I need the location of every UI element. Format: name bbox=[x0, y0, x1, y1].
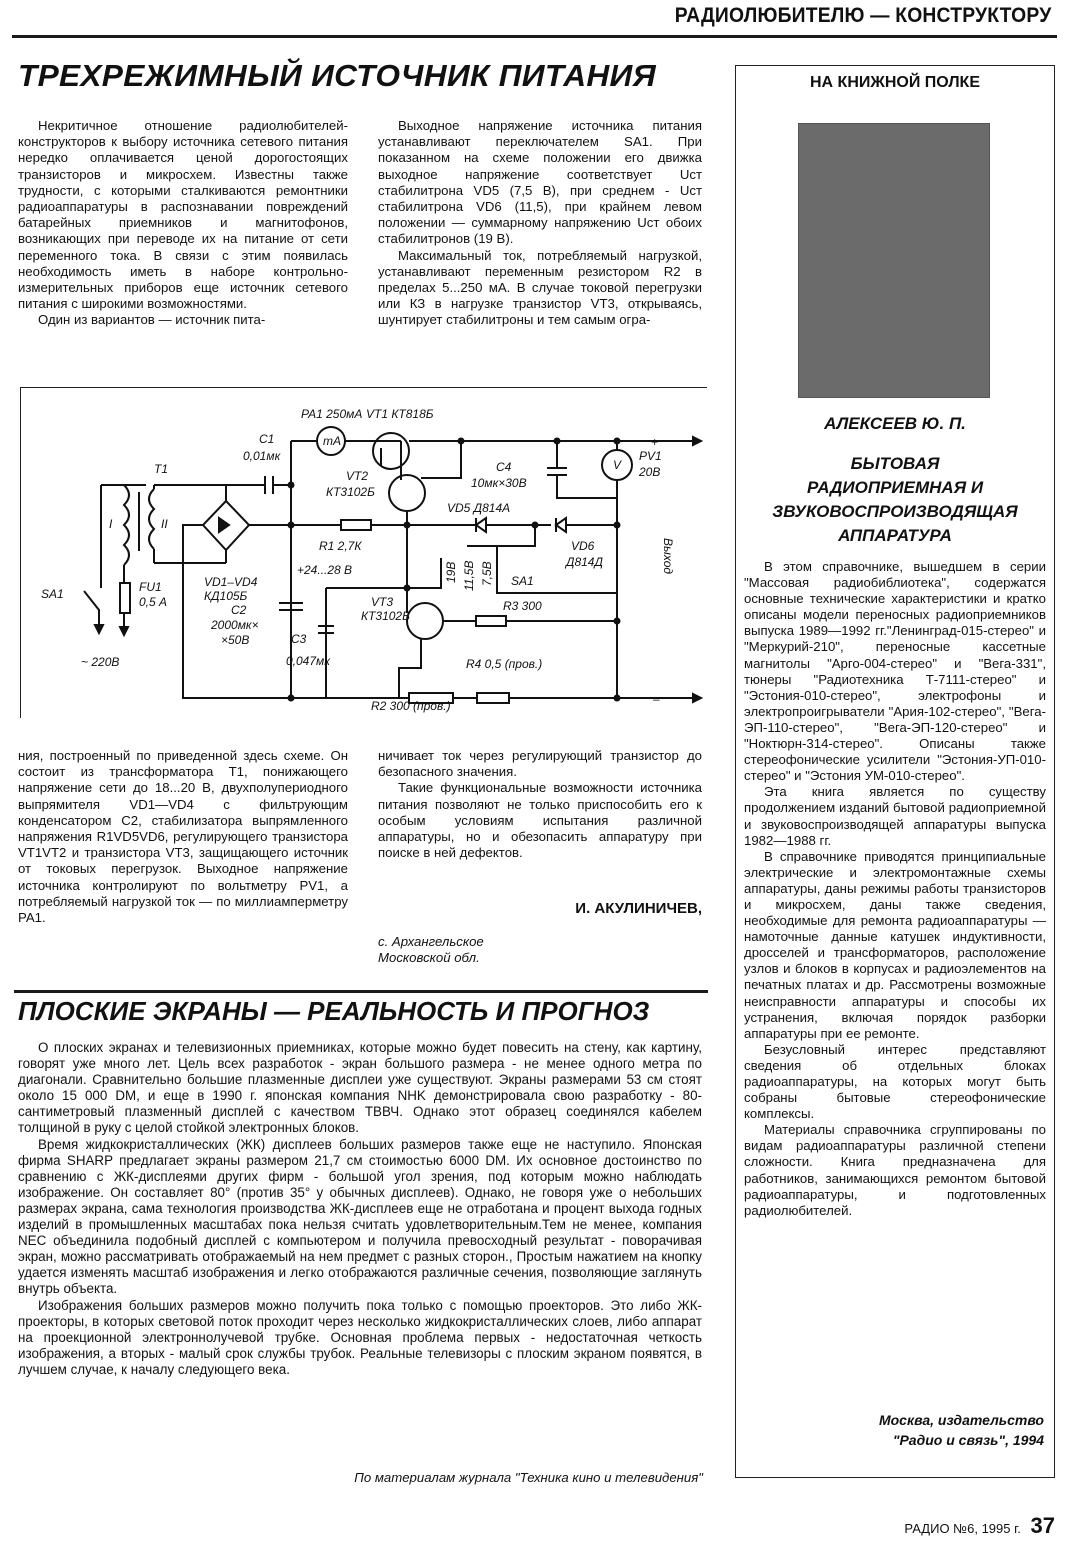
label-pa1: PA1 250мА bbox=[301, 407, 363, 421]
paragraph: Безусловный интерес представляют сведения об отдельных блоках радиоаппаратуры, на которых могут быть собраны бытовые стереофонические комплексы. bbox=[744, 1041, 1046, 1122]
paragraph: Изображения больших размеров можно получить пока только с помощью проекторов. Это либо ЖК-проекторы, в которых световой поток проходит через несколько жидкокристаллических слоев, либо аппарат на проекционной электроннолучевой трубке. Основная проблема первых - недостаточная четкость изображения, а вторых - малый срок службы трубок. Реальные телевизоры с плоским экраном появятся, в лучшем случае, к началу следующего века. bbox=[18, 1297, 702, 1377]
article1-col2-top bbox=[378, 118, 702, 329]
page-footer bbox=[904, 1513, 1055, 1539]
book-title-line: БЫТОВАЯ bbox=[850, 454, 940, 473]
article2-body bbox=[18, 1040, 702, 1378]
issue-label: РАДИО №6, 1995 г. bbox=[904, 1521, 1021, 1536]
label-c2-value2: ×50В bbox=[221, 633, 250, 647]
top-rule-divider bbox=[12, 35, 1057, 38]
section-rubric: РАДИОЛЮБИТЕЛЮ — КОНСТРУКТОРУ bbox=[674, 4, 1051, 27]
article2-source: По материалам журнала "Техника кино и телевидения" bbox=[354, 1470, 703, 1485]
label-pv1: PV1 bbox=[639, 449, 662, 463]
label-vd1-vd4-type: КД105Б bbox=[204, 589, 248, 603]
paragraph: Некритичное отношение радиолюбителей-конструкторов к выбору источника сетевого питания нередко оплачивается ценой дорогостоящих транзисторов и микросхем. Известны также трудности, с которыми сталкиваются ремонтники радиоаппаратуры в распознавании повреждений батарейных приемников и магнитофонов, возникающих при переводе их на питание от сети переменного тока. В связи с этим появилась необходимость иметь в наборе контрольно-измерительных приборов еще источник сетевого питания с широкими возможностями. bbox=[18, 118, 348, 312]
label-c3-value: 0,047мк bbox=[286, 654, 330, 668]
page-number: 37 bbox=[1030, 1513, 1055, 1538]
book-description bbox=[744, 559, 1046, 1219]
label-c3: C3 bbox=[291, 632, 307, 646]
book-title bbox=[736, 452, 1054, 548]
label-vt2: VT2 bbox=[346, 469, 369, 483]
book-review-box bbox=[735, 65, 1055, 1478]
book-title-line: РАДИОПРИЕМНАЯ И bbox=[806, 478, 984, 497]
label-vt1: VT1 КТ818Б bbox=[366, 407, 434, 421]
publisher-line: Москва, издательство bbox=[878, 1412, 1044, 1428]
label-v: V bbox=[613, 458, 622, 472]
label-fu1-value: 0,5 А bbox=[139, 595, 168, 609]
paragraph: ничивает ток через регулирующий транзистор до безопасного значения. bbox=[378, 748, 702, 780]
paragraph: В справочнике приводятся принципиальные электрические и электромонтажные схемы аппаратуры, даны режимы работы транзисторов и микросхем, даны также сведения, необходимые для ремонта радиоаппаратуры — намоточные данные катушек индуктивности, дросселей и трансформаторов, расположение узлов и блоков в корпусах и радиоэлементов на печатных платах и др. Рассмотрены возможные неисправности аппаратуры и способы их устранения, включая порядок разборки аппаратуры при ее ремонте. bbox=[744, 848, 1046, 1041]
paragraph: Такие функциональные возможности источника питания позволяют не только приспособить его к особым условиям испытания различной аппаратуры, но и обезопасить аппаратуру при поиске в ней дефектов. bbox=[378, 780, 702, 861]
book-title-line: ЗВУКОВОСПРОИЗВОДЯЩАЯ bbox=[772, 502, 1018, 521]
book-title-line: АППАРАТУРА bbox=[838, 526, 952, 545]
label-vd5: VD5 Д814А bbox=[447, 501, 511, 515]
label-winding-2: II bbox=[161, 517, 168, 531]
label-r2: R2 300 (пров.) bbox=[371, 699, 451, 713]
label-r4: R4 0,5 (пров.) bbox=[466, 657, 543, 671]
paragraph: Максимальный ток, потребляемый нагрузкой, устанавливают переменным резистором R2 в пределах 5...250 мА. В случае токовой перегрузки или КЗ в нагрузке транзистор VT3, открываясь, шунтирует стабилитроны и тем самым огра- bbox=[378, 247, 702, 328]
label-mains: ~ 220В bbox=[81, 655, 120, 669]
label-r1: R1 2,7К bbox=[319, 539, 362, 553]
paragraph: Материалы справочника сгруппированы по видам радиоаппаратуры различной степени сложности. Книга предназначена для работников, занимающихся ремонтом бытовой радиоаппаратуры, и подготовленных радиолюбителей. bbox=[744, 1122, 1046, 1218]
article1-place-line1: с. Архангельское bbox=[378, 934, 484, 949]
paragraph: О плоских экранах и телевизионных приемниках, которые можно будет повесить на стену, как картину, говорят уже много лет. Цель всех разработок - экран большого размера - не менее одного метра по диагонали. Сравнительно большие плазменные дисплеи уже существуют. Экраны размерами 53 см стоят около 15 000 DM, и еще в 1990 г. японская компания NHK демонстрировала свою разработку - 80-сантиметровый плазменный дисплей с качеством ТВВЧ. Однако этот образец соединялся кабелем толщиной в руку с целой стойкой электронных блоков. bbox=[18, 1040, 702, 1136]
book-section-title: НА КНИЖНОЙ ПОЛКЕ bbox=[810, 74, 980, 91]
article1-col1-bottom bbox=[18, 748, 348, 926]
paragraph: Эта книга является по существу продолжением изданий бытовой радиоприемной и звуковоспроизводящей аппаратуры выпуска 1982—1988 гг. bbox=[744, 784, 1046, 848]
article1-col2-bottom bbox=[378, 748, 702, 861]
label-vd6-type: Д814Д bbox=[566, 555, 603, 569]
label-output-plus: + bbox=[651, 435, 659, 449]
article1-place-line2: Московской обл. bbox=[378, 950, 480, 965]
article1-col1-top bbox=[18, 118, 348, 329]
circuit-schematic bbox=[20, 387, 707, 718]
article2-title: ПЛОСКИЕ ЭКРАНЫ — РЕАЛЬНОСТЬ И ПРОГНОЗ bbox=[18, 996, 650, 1026]
label-c4-value: 10мк×30В bbox=[471, 476, 527, 490]
label-c1: C1 bbox=[259, 432, 275, 446]
mid-rule-divider bbox=[14, 990, 708, 993]
publisher-line: "Радио и связь", 1994 bbox=[892, 1432, 1044, 1448]
label-c4: C4 bbox=[496, 460, 512, 474]
label-vd1-vd4: VD1–VD4 bbox=[204, 575, 258, 589]
label-c2-value1: 2000мк× bbox=[211, 618, 259, 632]
label-vin: +24...28 В bbox=[297, 563, 353, 577]
label-sa1: SA1 bbox=[41, 587, 64, 601]
label-r3: R3 300 bbox=[503, 599, 542, 613]
paragraph: Выходное напряжение источника питания устанавливают переключателем SA1. При показанном на схеме положении его движка выходное напряжение соответствует Uст стабилитрона VD5 (7,5 В), при среднем - Uст стабилитрона VD6 (11,5), при крайнем левом положении — суммарному напряжению Uст обоих стабилитронов (19 В). bbox=[378, 118, 702, 247]
label-t1: T1 bbox=[154, 462, 169, 476]
label-output-minus: – bbox=[653, 692, 660, 706]
label-ma: mA bbox=[323, 434, 341, 448]
paragraph: В этом справочнике, вышедшем в серии "Массовая радиобиблиотека", содержатся основные технические характеристики и кратко описаны модели переносных радиоприемников выпуска 1989—1992 гг."Ленинград-015-стерео" и "Меркурий-210", переносные кассетные магнитолы "Арго-004-стерео" и "Вега-331", тюнеры "Радиотехника Т-7111-стерео" и "Эстония-010-стерео", электрофоны и электропроигрыватели "Ария-102-стерео", "Вега-ЭП-110-стерео", "Вега-ЭП-120-стерео" и "Ноктюрн-314-стерео". Описаны также стереофонические усилители "Эстония-УП-010-стерео" и "Эстония УМ-010-стерео". bbox=[744, 559, 1046, 784]
book-author: АЛЕКСЕЕВ Ю. П. bbox=[824, 414, 966, 433]
label-output: Выход bbox=[661, 538, 675, 575]
label-winding-1: I bbox=[109, 517, 113, 531]
label-vt3-type: КТ3102Б bbox=[361, 609, 410, 623]
label-19v: 19В bbox=[444, 561, 458, 583]
label-7-5v: 7,5В bbox=[480, 561, 494, 586]
label-fu1: FU1 bbox=[139, 580, 162, 594]
label-vd6: VD6 bbox=[571, 539, 595, 553]
label-pv1-value: 20В bbox=[639, 465, 661, 479]
article1-title: ТРЕХРЕЖИМНЫЙ ИСТОЧНИК ПИТАНИЯ bbox=[18, 58, 656, 93]
book-cover-image bbox=[798, 123, 990, 398]
paragraph: Один из вариантов — источник пита- bbox=[38, 312, 266, 328]
label-vt3: VT3 bbox=[371, 595, 394, 609]
label-c2: C2 bbox=[231, 603, 247, 617]
paragraph: ния, построенный по приведенной здесь схеме. Он состоит из трансформатора T1, понижающего напряжение сети до 18...20 В, двухполупериодного выпрямителя VD1—VD4 с фильтрующим конденсатором C2, стабилизатора выпрямленного напряжения R1VD5VD6, регулирующего транзистора VT1VT2 и транзистора VT3, защищающего источник от токовых перегрузок. Выходное напряжение источника контролируют по вольтметру PV1, а потребляемый нагрузкой ток — по миллиамперметру PA1. bbox=[18, 748, 348, 926]
article1-author: И. АКУЛИНИЧЕВ, bbox=[575, 900, 702, 917]
label-vt2-type: КТ3102Б bbox=[326, 485, 375, 499]
paragraph: Время жидкокристаллических (ЖК) дисплеев больших размеров также еще не наступило. Японская фирма SHARP предлагает экраны размером 21,7 см стоимостью 6000 DM. Их основное достоинство по сравнению с ЖК-дисплеями других фирм - большой угол зрения, под которым можно наблюдать изображение. Он составляет 80° (против 35° у обычных дисплеев). Однако, не говоря уже о небольших размерах экрана, сама технология производства ЖК-дисплеев еще не отработана и процент выхода годных изделий в промышленных масштабах пока нельзя считать удовлетворительным.Тем не менее, компания NEC объединила подобный дисплей с компьютером и получила превосходный результат - поворачивая экран, можно рассматривать отображаемый на нем предмет с разных сторон., Простым нажатием на кнопку удается изменять масштаб изображения и легко отображаются различные сечения, позволяющие заглянуть внутрь объекта. bbox=[18, 1136, 702, 1297]
label-c1-value: 0,01мк bbox=[243, 449, 281, 463]
label-sa1-selector: SA1 bbox=[511, 574, 534, 588]
label-11-5v: 11,5В bbox=[462, 560, 476, 591]
book-publisher bbox=[879, 1410, 1044, 1450]
